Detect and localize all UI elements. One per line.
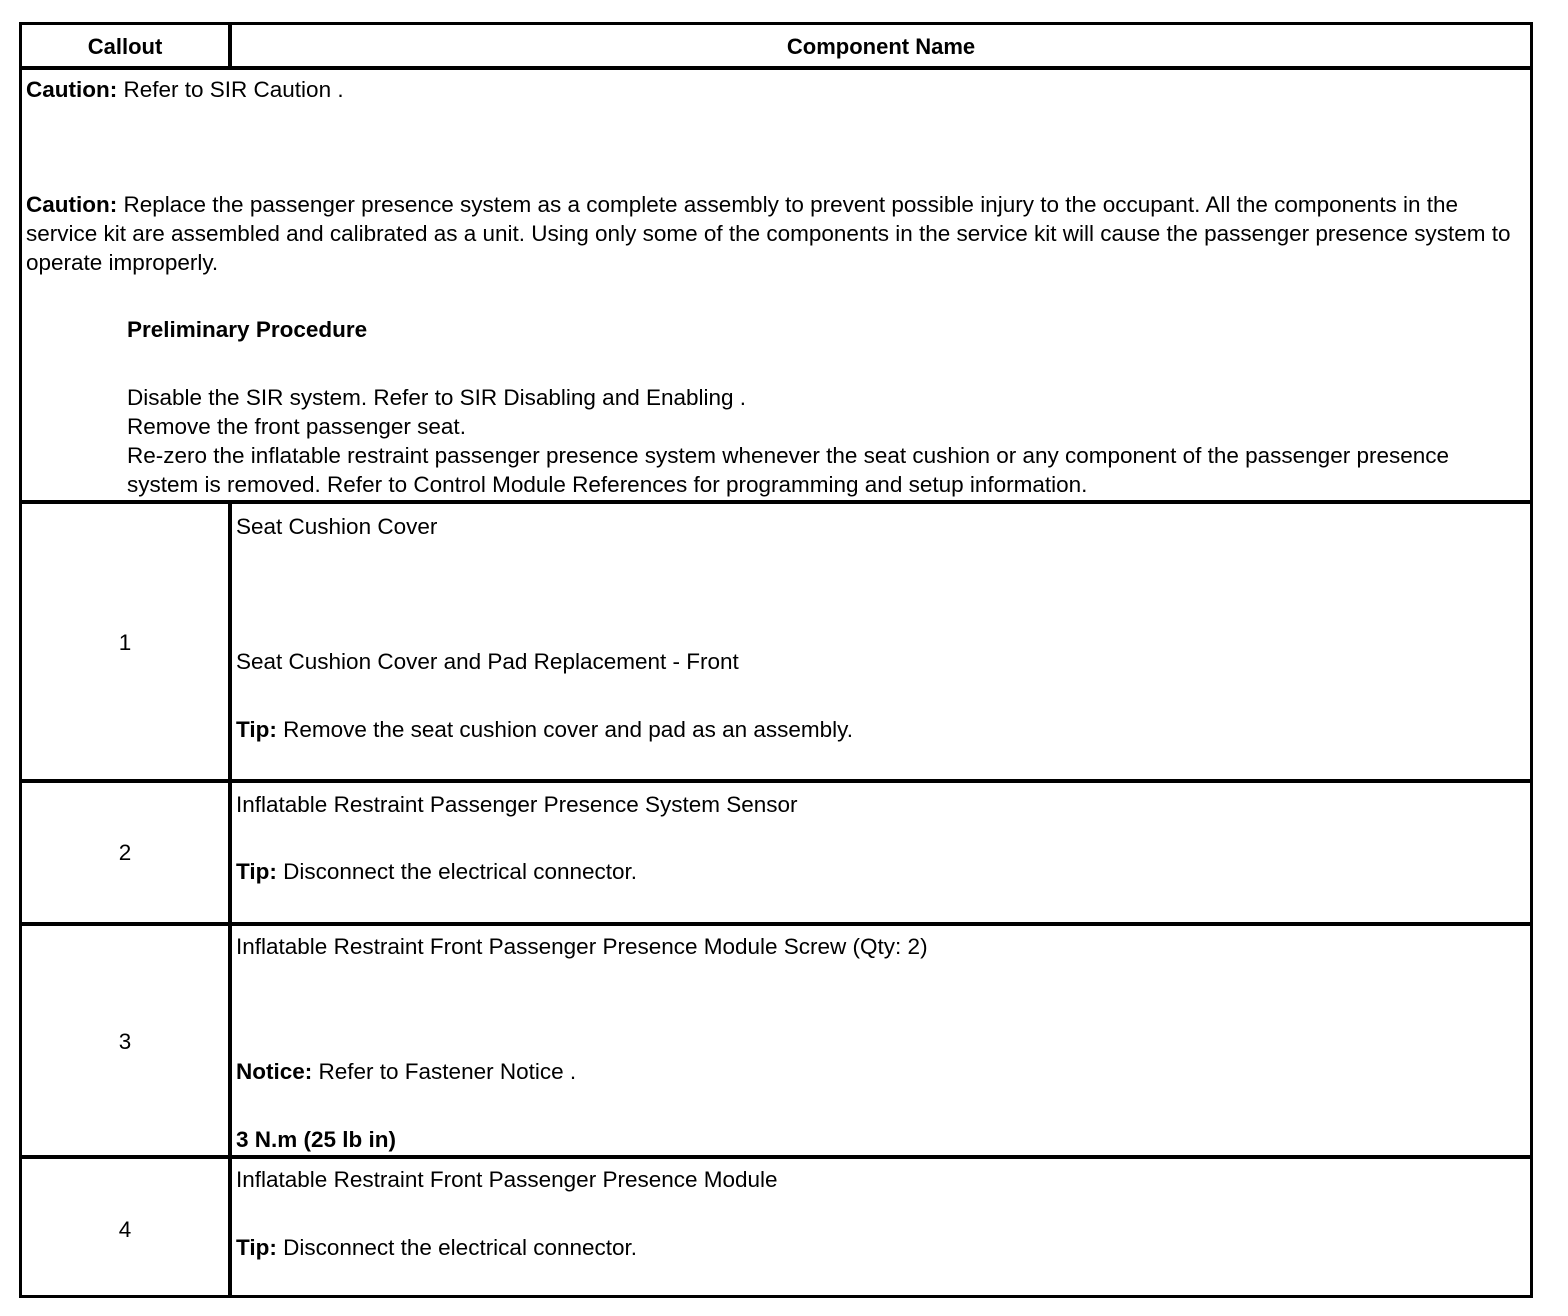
callout-cell — [22, 1159, 232, 1295]
table-row — [22, 779, 1530, 922]
component-name: Inflatable Restraint Passenger Presence System Sensor — [236, 792, 798, 817]
header-component-name: Component Name — [786, 34, 976, 59]
notice — [236, 1057, 576, 1086]
header-callout: Callout — [87, 34, 163, 59]
component-cell — [232, 783, 1530, 922]
callout-cell — [22, 504, 232, 779]
component-name: Seat Cushion Cover — [236, 514, 438, 539]
table-row — [22, 1155, 1530, 1295]
caution-text: Replace the passenger presence system as a complete assembly to prevent possible injury to the occupant. All the components in the service kit are assembled and calibrated as a unit. Using only some of the components in the service kit will cause the passenger presence system to operate improperly. — [26, 192, 1511, 275]
callout-number: 1 — [118, 630, 132, 655]
procedure-reference: Seat Cushion Cover and Pad Replacement - Front — [236, 649, 739, 674]
header-component-cell — [232, 25, 1530, 66]
callout-number: 4 — [118, 1217, 132, 1242]
tip — [236, 1233, 637, 1262]
preliminary-title: Preliminary Procedure — [127, 317, 368, 342]
caution-replace — [26, 190, 1522, 277]
callout-number: 2 — [118, 840, 132, 865]
tip — [236, 715, 853, 744]
caution-text: Refer to SIR Caution . — [117, 77, 344, 102]
notes-row — [22, 66, 1530, 500]
notice-label: Notice: — [236, 1059, 313, 1084]
component-name: Inflatable Restraint Front Passenger Presence Module Screw (Qty: 2) — [236, 934, 928, 959]
component-table — [19, 22, 1533, 1298]
tip — [236, 857, 637, 886]
component-cell — [232, 1159, 1530, 1295]
tip-text: Disconnect the electrical connector. — [276, 859, 638, 884]
preliminary-step: Remove the front passenger seat. — [127, 414, 466, 439]
caution-sir — [26, 75, 344, 104]
torque-spec: 3 N.m (25 lb in) — [236, 1127, 397, 1152]
header-callout-cell — [22, 25, 232, 66]
tip-label: Tip: — [236, 859, 277, 884]
tip-label: Tip: — [236, 1235, 277, 1260]
tip-text: Disconnect the electrical connector. — [276, 1235, 638, 1260]
caution-label: Caution: — [26, 77, 118, 102]
table-row — [22, 500, 1530, 779]
preliminary-step: Re-zero the inflatable restraint passenger presence system whenever the seat cushion or any component of the passenger presence system is removed. Refer to Control Module References for programming and setup information. — [127, 443, 1450, 497]
notice-text: Refer to Fastener Notice . — [312, 1059, 577, 1084]
callout-cell — [22, 783, 232, 922]
caution-label: Caution: — [26, 192, 118, 217]
header-row — [22, 25, 1530, 66]
component-cell — [232, 926, 1530, 1155]
callout-cell — [22, 926, 232, 1155]
callout-number: 3 — [118, 1029, 132, 1054]
component-cell — [232, 504, 1530, 779]
table-row — [22, 922, 1530, 1155]
tip-text: Remove the seat cushion cover and pad as an assembly. — [276, 717, 853, 742]
tip-label: Tip: — [236, 717, 277, 742]
preliminary-step: Disable the SIR system. Refer to SIR Disabling and Enabling . — [127, 385, 747, 410]
component-name: Inflatable Restraint Front Passenger Presence Module — [236, 1167, 778, 1192]
